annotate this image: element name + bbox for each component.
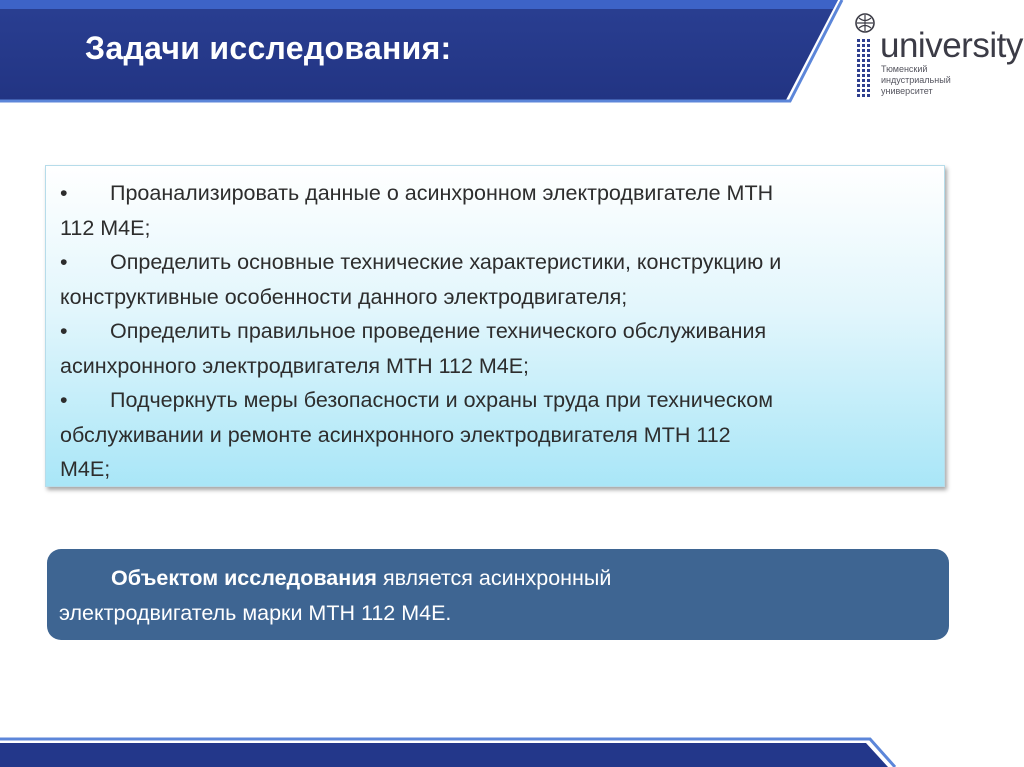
task-item [60,245,928,314]
bullet: • [60,319,68,343]
task-item [60,176,928,245]
university-logo [848,12,1023,104]
bullet: • [60,181,68,205]
research-object-text: является асинхронный [376,566,612,590]
research-object-text: электродвигатель марки МТН 112 М4Е. [59,600,452,625]
footer-band [0,735,1024,767]
footer-band-shape [0,735,1024,767]
task-text-line: Подчеркнуть меры безопасности и охраны труда при техническом [110,388,774,412]
logo-wordmark: university [880,26,1023,65]
task-text-line: асинхронного электродвигателя МТН 112 М4Е; [60,353,530,378]
research-object-label: Объектом исследования [111,566,377,590]
task-text-line: обслуживании и ремонте асинхронного электродвигателя МТН 112 [60,422,731,447]
task-text-line: Определить правильное проведение технического обслуживания [110,319,767,343]
task-item [60,383,928,487]
task-text-line: 112 М4Е; [60,215,151,240]
logo-caption-line: индустриальный [881,75,951,85]
task-item [60,314,928,383]
logo-mark-icon [848,12,882,102]
logo-caption-line: университет [881,86,933,96]
tasks-box [45,165,945,487]
logo-caption-line: Тюменский [881,64,928,74]
slide-title: Задачи исследования: [85,30,452,66]
task-text-line: конструктивные особенности данного электродвигателя; [60,284,628,309]
logo-caption [881,64,971,97]
bullet: • [60,250,68,274]
task-text-line: Проанализировать данные о асинхронном электродвигателе МТН [110,181,774,205]
research-object-box [47,549,949,640]
task-text-line: Определить основные технические характеристики, конструкцию и [110,250,782,274]
task-text-line: М4Е; [60,457,111,481]
bullet: • [60,388,68,412]
